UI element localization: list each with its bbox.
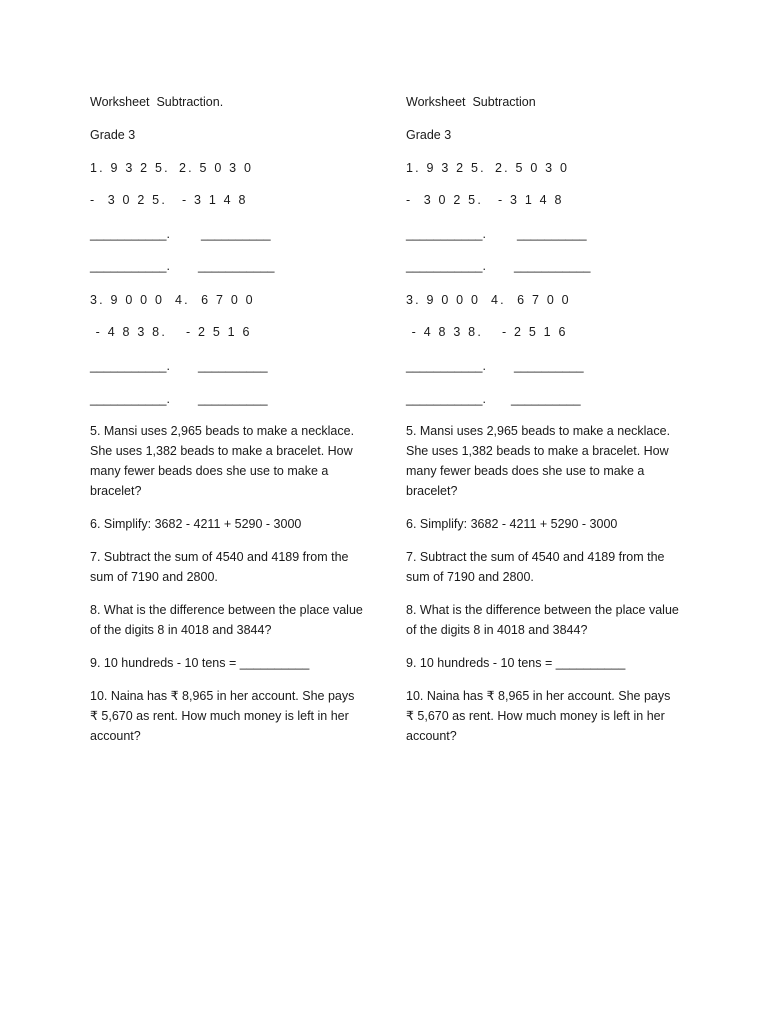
problem-4: 4. 6 7 0 0 (175, 293, 255, 307)
answer-blank: __________ (514, 359, 584, 373)
question-5: 5. Mansi uses 2,965 beads to make a necklace. She uses 1,382 beads to make a bracelet. How many fewer beads does she use to make a bracelet? (90, 424, 355, 498)
question-5: 5. Mansi uses 2,965 beads to make a necklace. She uses 1,382 beads to make a bracelet. How many fewer beads does she use to make a bracelet? (406, 424, 671, 498)
answer-blank: ___________. (90, 359, 170, 373)
question-10: 10. Naina has ₹ 8,965 in her account. She pays ₹ 5,670 as rent. How much money is left in her account? (90, 689, 355, 743)
problem-3: 3. 9 0 0 0 (406, 293, 481, 307)
answer-blank: __________ (517, 227, 587, 241)
answer-blank: ___________. (90, 227, 170, 241)
question-6: 6. Simplify: 3682 - 4211 + 5290 - 3000 (406, 517, 618, 531)
grade-label: Grade 3 (406, 128, 452, 142)
grade-label: Grade 3 (90, 128, 136, 142)
question-6: 6. Simplify: 3682 - 4211 + 5290 - 3000 (90, 517, 302, 531)
question-10: 10. Naina has ₹ 8,965 in her account. She pays ₹ 5,670 as rent. How much money is left in her account? (406, 689, 671, 743)
question-9: 9. 10 hundreds - 10 tens = __________ (406, 656, 626, 670)
worksheet-column-right (406, 0, 686, 1024)
problem-1-subtrahend: - 3 0 2 5. (90, 193, 168, 207)
answer-blank: ___________. (406, 259, 486, 273)
answer-blank: ___________. (406, 392, 486, 406)
question-9: 9. 10 hundreds - 10 tens = __________ (90, 656, 310, 670)
worksheet-column-left (90, 0, 370, 1024)
worksheet-title: Worksheet Subtraction. (90, 95, 224, 109)
answer-blank: __________ (511, 392, 581, 406)
answer-blank: ___________. (90, 259, 170, 273)
question-7: 7. Subtract the sum of 4540 and 4189 from the sum of 7190 and 2800. (406, 550, 665, 584)
problem-4: 4. 6 7 0 0 (491, 293, 571, 307)
problem-1: 1. 9 3 2 5. (406, 161, 486, 175)
problem-2-subtrahend: - 3 1 4 8 (182, 193, 248, 207)
problem-1: 1. 9 3 2 5. (90, 161, 170, 175)
problem-3: 3. 9 0 0 0 (90, 293, 165, 307)
worksheet-title: Worksheet Subtraction (406, 95, 536, 109)
problem-4-subtrahend: - 2 5 1 6 (186, 325, 252, 339)
answer-blank: ___________ (514, 259, 591, 273)
problem-2: 2. 5 0 3 0 (179, 161, 254, 175)
answer-blank: ___________ (198, 259, 275, 273)
answer-blank: __________ (198, 359, 268, 373)
problem-2-subtrahend: - 3 1 4 8 (498, 193, 564, 207)
answer-blank: ___________. (90, 392, 170, 406)
answer-blank: __________ (201, 227, 271, 241)
question-8: 8. What is the difference between the place value of the digits 8 in 4018 and 3844? (406, 603, 679, 637)
question-7: 7. Subtract the sum of 4540 and 4189 from the sum of 7190 and 2800. (90, 550, 349, 584)
problem-3-subtrahend: - 4 8 3 8. (90, 325, 168, 339)
problem-3-subtrahend: - 4 8 3 8. (406, 325, 484, 339)
answer-blank: ___________. (406, 359, 486, 373)
problem-2: 2. 5 0 3 0 (495, 161, 570, 175)
answer-blank: __________ (198, 392, 268, 406)
answer-blank: ___________. (406, 227, 486, 241)
problem-4-subtrahend: - 2 5 1 6 (502, 325, 568, 339)
problem-1-subtrahend: - 3 0 2 5. (406, 193, 484, 207)
question-8: 8. What is the difference between the place value of the digits 8 in 4018 and 3844? (90, 603, 363, 637)
